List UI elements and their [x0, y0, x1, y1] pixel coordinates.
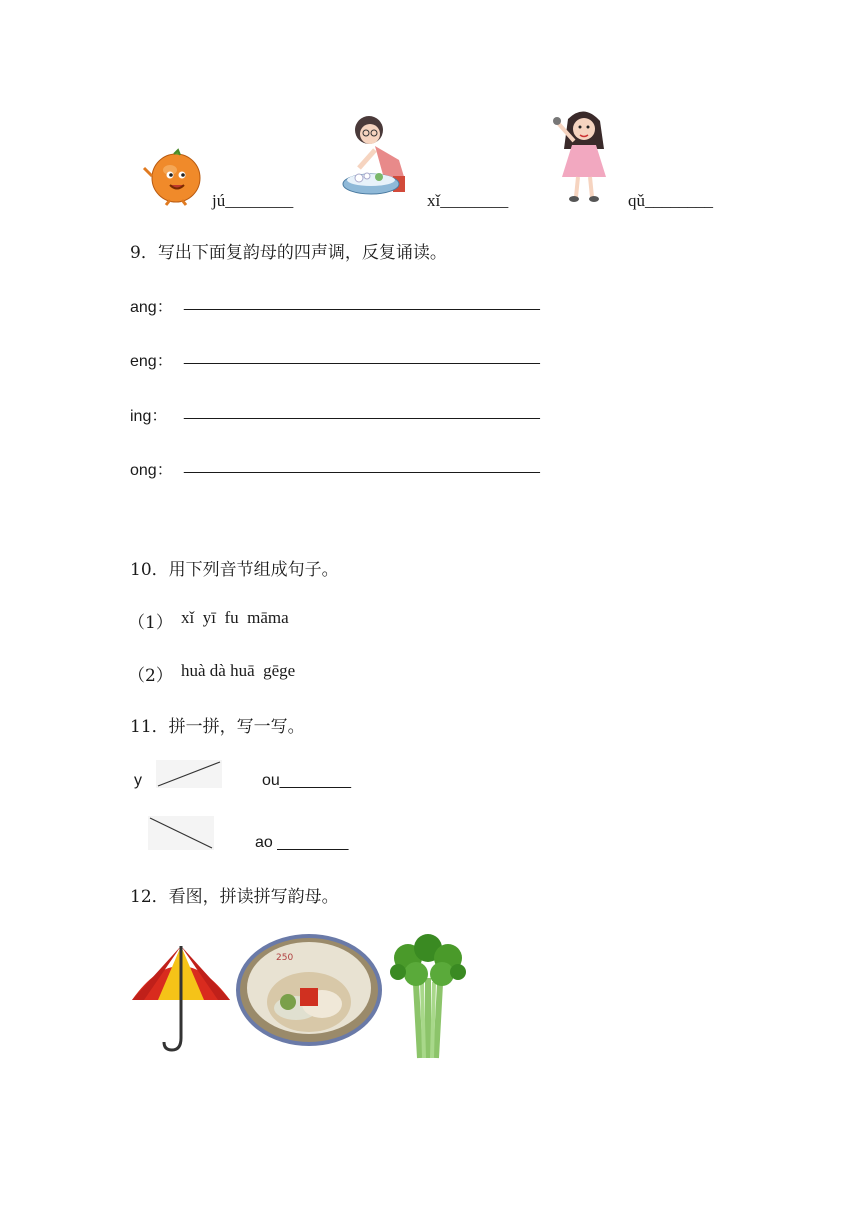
celery-icon [386, 934, 468, 1062]
pinyin-qu: qǔ________ [628, 191, 713, 210]
girl-singing-icon [548, 105, 618, 205]
pinyin-ju: jú________ [212, 191, 294, 210]
q9-row-blank[interactable]: ________________________________________ [184, 348, 540, 365]
q9-row-label: ang： [130, 299, 173, 316]
q10-item-number: （2） [128, 666, 173, 686]
q11-final-ou: ou________ [262, 772, 351, 789]
washing-picture [335, 110, 431, 206]
q11-connector-line-down [148, 816, 214, 850]
celery-picture [386, 934, 468, 1062]
umbrella-icon [130, 942, 232, 1054]
q11-connector-line-up [156, 760, 222, 788]
orange-character-icon [140, 148, 206, 206]
q11-final-ao: ao ________ [255, 834, 349, 851]
q9-row-blank[interactable]: ________________________________________ [184, 403, 540, 420]
q9-row-label: ing： [130, 408, 168, 425]
q11-initial: y [134, 772, 142, 789]
svg-text:250: 250 [276, 953, 294, 963]
q9-row-blank[interactable]: ________________________________________ [184, 457, 540, 474]
q9-row-label: ong： [130, 462, 173, 479]
bowl-picture [236, 932, 382, 1048]
q10-item-syllables: huà dà huā gēge [181, 661, 296, 680]
q10-item-number: （1） [128, 613, 173, 633]
question-9-title: 9．写出下面复韵母的四声调，反复诵读。 [130, 243, 447, 263]
singing-picture [548, 105, 618, 205]
question-11-title: 11．拼一拼，写一写。 [130, 717, 305, 737]
noodle-bowl-icon [236, 932, 382, 1048]
question-10-title: 10．用下列音节组成句子。 [130, 560, 339, 580]
orange-picture [140, 148, 206, 206]
q9-row-blank[interactable]: ________________________________________ [184, 294, 540, 311]
q9-row-label: eng： [130, 353, 173, 370]
girl-washing-icon [335, 110, 431, 206]
question-12-title: 12．看图，拼读拼写韵母。 [130, 887, 339, 907]
umbrella-picture [130, 942, 232, 1054]
pinyin-xi: xǐ________ [427, 191, 509, 210]
q10-item-syllables: xǐ yī fu māma [181, 608, 289, 627]
